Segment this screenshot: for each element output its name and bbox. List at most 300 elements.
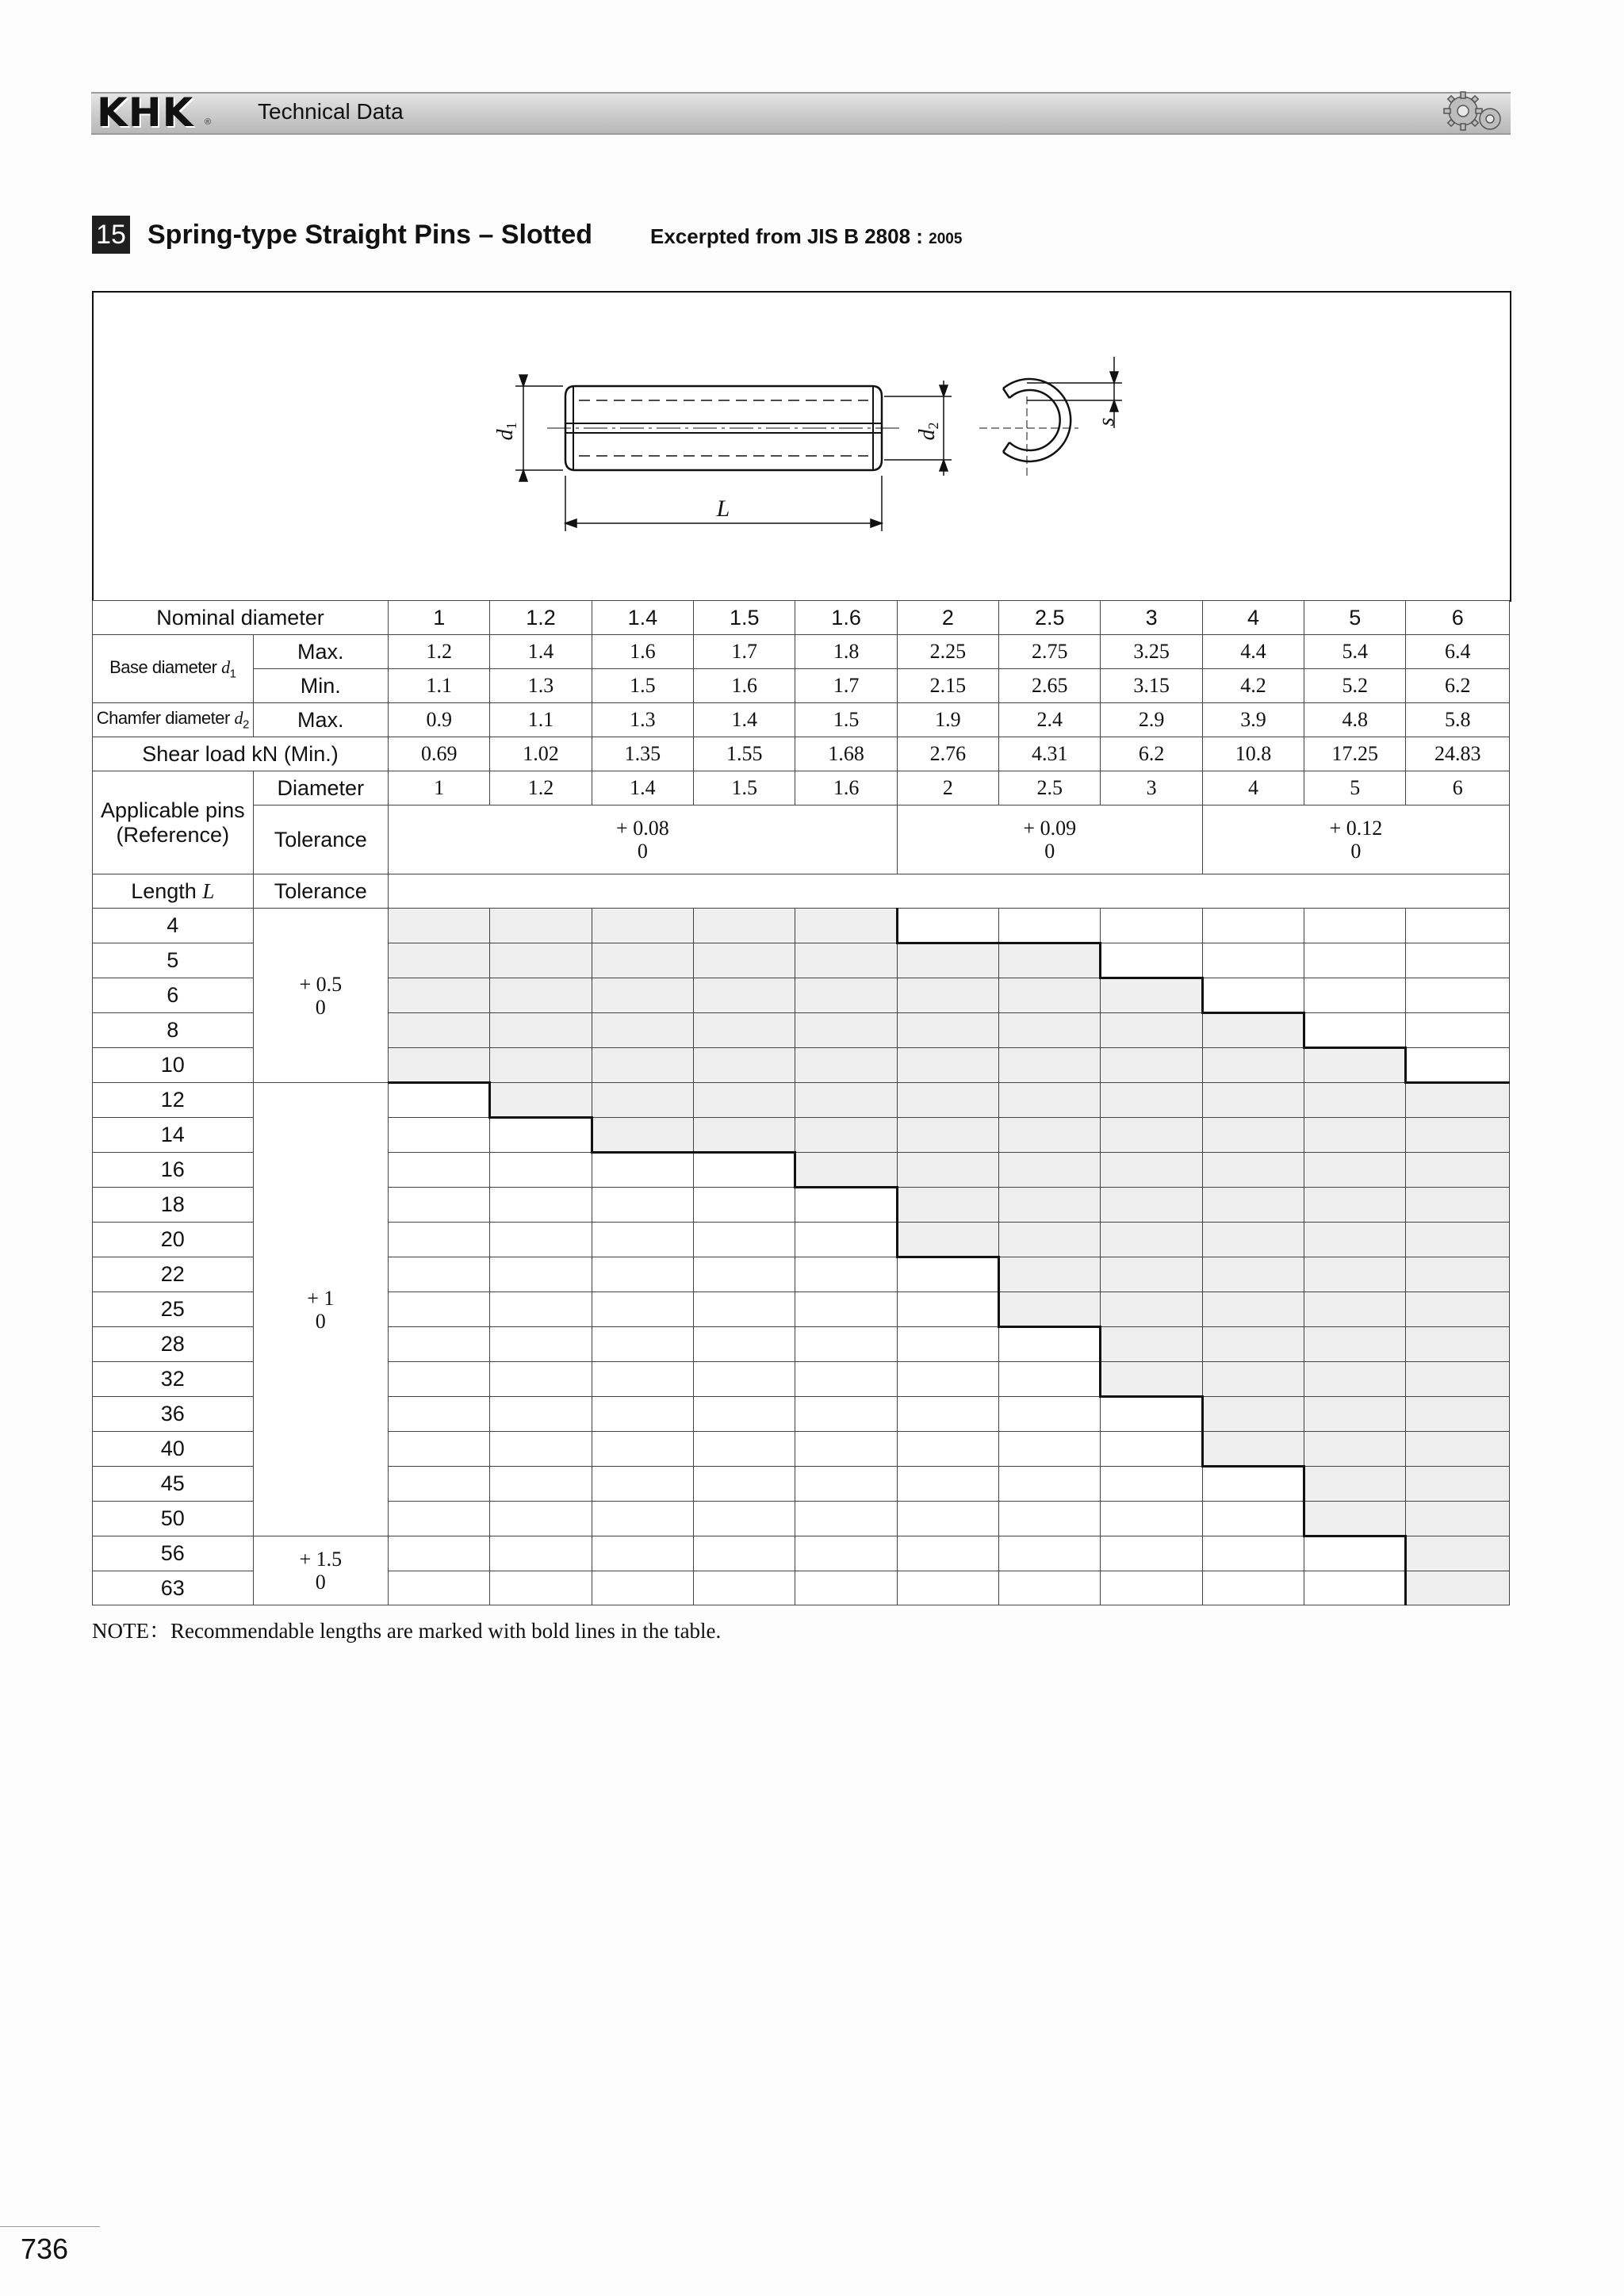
recommended-cell [694,1118,795,1153]
grid-cell [1101,943,1202,978]
grid-cell [490,1432,592,1467]
grid-cell [1101,1432,1202,1467]
shear-load-value: 2.76 [897,737,998,771]
recommended-cell [1406,1257,1510,1292]
d1-sub: 1 [229,667,236,681]
grid-cell [592,1327,693,1362]
grid-cell [795,1223,897,1257]
section-title: Spring-type Straight Pins – Slotted [147,220,593,250]
d2-var: d [234,708,243,729]
recommended-cell [1304,1257,1406,1292]
recommended-cell [1406,1223,1510,1257]
grid-cell [1406,1048,1510,1083]
length-value: 16 [93,1153,254,1188]
grid-cell [1101,1467,1202,1502]
applicable-tolerance-value [897,806,1202,874]
length-value: 36 [93,1397,254,1432]
grid-cell [795,1571,897,1605]
diameter-label: Diameter [253,771,388,806]
recommended-cell [1101,1362,1202,1397]
grid-cell [999,1327,1101,1362]
tolerance-lower: 0 [315,1571,326,1594]
recommended-cell [1202,1223,1304,1257]
section-number: 15 [92,216,130,254]
recommended-cell [897,1013,998,1048]
base-min-value: 2.15 [897,669,998,703]
recommended-cell [1406,1467,1510,1502]
recommended-cell [490,1048,592,1083]
grid-cell [389,1502,490,1536]
grid-cell [490,1188,592,1223]
tolerance-upper: + 1.5 [299,1548,343,1571]
recommended-cell [795,1048,897,1083]
recommended-cell [999,943,1101,978]
shear-load-row [93,737,1510,771]
registered-mark: ® [205,117,212,127]
grid-cell [694,1571,795,1605]
recommended-cell [592,978,693,1013]
recommended-cell [1406,1188,1510,1223]
grid-cell [795,1188,897,1223]
length-tolerance-label: Tolerance [253,874,388,909]
grid-cell [1202,943,1304,978]
chamfer-max-value: 3.9 [1202,703,1304,737]
length-text: Length [131,878,203,903]
shear-load-value: 4.31 [999,737,1101,771]
grid-cell [795,1397,897,1432]
nominal-diameter-value: 1.4 [592,601,693,635]
recommended-cell [999,1048,1101,1083]
grid-cell [1304,1536,1406,1571]
nominal-diameter-value: 2 [897,601,998,635]
chamfer-max-value: 1.3 [592,703,693,737]
recommended-cell [389,1013,490,1048]
grid-cell [389,1327,490,1362]
recommended-cell [999,1118,1101,1153]
base-max-value: 1.4 [490,635,592,669]
grid-cell [1101,1536,1202,1571]
length-value: 32 [93,1362,254,1397]
recommended-cell [795,943,897,978]
grid-cell [1304,978,1406,1013]
grid-cell [1101,909,1202,943]
grid-cell [694,1467,795,1502]
recommended-cell [795,1013,897,1048]
grid-cell [1101,1397,1202,1432]
grid-cell [389,1223,490,1257]
recommended-cell [795,1083,897,1118]
header-title: Technical Data [258,99,404,124]
base-min-value: 6.2 [1406,669,1510,703]
recommended-cell [1304,1397,1406,1432]
grid-cell [897,1327,998,1362]
applicable-pins-reference: (Reference) [116,822,230,847]
recommended-cell [1406,1502,1510,1536]
grid-cell [795,1432,897,1467]
recommended-cell [897,978,998,1013]
grid-cell [1406,978,1510,1013]
grid-cell [1202,1536,1304,1571]
nominal-diameter-value: 4 [1202,601,1304,635]
base-diameter-label [93,635,254,703]
recommended-cell [897,943,998,978]
shear-load-value: 1.35 [592,737,693,771]
length-header-row [93,874,1510,909]
recommended-cell [694,1048,795,1083]
grid-cell [897,1432,998,1467]
recommended-cell [592,1013,693,1048]
recommended-cell [1406,1118,1510,1153]
recommended-cell [1202,1013,1304,1048]
recommended-cell [1101,1153,1202,1188]
applicable-pins-text: Applicable pins [100,798,245,822]
applicable-diameter-value: 1.6 [795,771,897,806]
recommended-cell [592,1083,693,1118]
applicable-diameter-value: 4 [1202,771,1304,806]
grid-cell [1304,1571,1406,1605]
applicable-tolerance-value [389,806,898,874]
base-diameter-max-row [93,635,1510,669]
recommended-cell [694,1083,795,1118]
grid-cell [389,1257,490,1292]
recommended-cell [897,1118,998,1153]
grid-cell [795,1502,897,1536]
recommended-cell [1406,1397,1510,1432]
grid-cell [490,1502,592,1536]
grid-cell [999,909,1101,943]
grid-cell [592,1292,693,1327]
recommended-cell [999,1153,1101,1188]
nominal-diameter-value: 1.2 [490,601,592,635]
grid-cell [694,1292,795,1327]
recommended-cell [1304,1292,1406,1327]
length-value: 10 [93,1048,254,1083]
max-label: Max. [253,703,388,737]
chamfer-max-value: 4.8 [1304,703,1406,737]
nominal-diameter-row [93,601,1510,635]
base-max-value: 1.7 [694,635,795,669]
recommended-cell [897,1188,998,1223]
chamfer-max-value: 1.5 [795,703,897,737]
applicable-diameter-value: 1 [389,771,490,806]
grid-cell [897,1292,998,1327]
tolerance-upper: + 0.12 [1329,817,1383,840]
recommended-cell [694,1013,795,1048]
recommended-cell [897,1048,998,1083]
L-var: L [202,878,215,903]
base-min-value: 3.15 [1101,669,1202,703]
tolerance-lower: 0 [1350,840,1362,863]
nominal-diameter-value: 6 [1406,601,1510,635]
grid-cell [795,1467,897,1502]
grid-cell [999,1467,1101,1502]
grid-cell [897,1397,998,1432]
grid-cell [999,1536,1101,1571]
recommended-cell [1202,1432,1304,1467]
grid-cell [592,1153,693,1188]
length-value: 25 [93,1292,254,1327]
label-L: L [716,496,730,522]
grid-cell [592,1502,693,1536]
grid-cell [694,1327,795,1362]
base-diameter-text: Base diameter [109,656,222,677]
applicable-diameter-value: 1.2 [490,771,592,806]
shear-load-value: 24.83 [1406,737,1510,771]
length-value: 20 [93,1223,254,1257]
chamfer-diameter-label [93,703,254,737]
applicable-diameter-value: 1.5 [694,771,795,806]
recommended-cell [490,1013,592,1048]
recommended-cell [1202,1292,1304,1327]
recommended-cell [490,909,592,943]
grid-cell [999,1432,1101,1467]
grid-cell [897,1571,998,1605]
recommended-cell [1202,1257,1304,1292]
recommended-cell [592,943,693,978]
base-max-value: 1.8 [795,635,897,669]
grid-cell [1101,1502,1202,1536]
grid-cell [1202,1571,1304,1605]
grid-cell [389,1571,490,1605]
recommended-cell [999,1013,1101,1048]
grid-cell [490,1536,592,1571]
base-max-value: 2.75 [999,635,1101,669]
recommended-cell [1101,1327,1202,1362]
grid-cell [1304,1013,1406,1048]
applicable-diameter-row [93,771,1510,806]
length-value: 45 [93,1467,254,1502]
grid-cell [490,1397,592,1432]
recommended-cell [1304,1467,1406,1502]
grid-cell [795,1536,897,1571]
length-value: 50 [93,1502,254,1536]
base-min-value: 1.7 [795,669,897,703]
d1-var: d [221,656,230,677]
grid-cell [490,1292,592,1327]
pin-drawing [444,349,1158,547]
label-s: s [1094,417,1119,427]
length-value: 22 [93,1257,254,1292]
grid-cell [1304,943,1406,978]
recommended-cell [1304,1048,1406,1083]
chamfer-max-value: 0.9 [389,703,490,737]
recommended-cell [694,909,795,943]
tolerance-lower: 0 [1044,840,1055,863]
grid-cell [897,1502,998,1536]
recommended-cell [1304,1502,1406,1536]
grid-cell [490,1118,592,1153]
shear-load-value: 1.68 [795,737,897,771]
length-row [93,1083,1510,1118]
tolerance-label: Tolerance [253,806,388,874]
grid-cell [490,1153,592,1188]
grid-cell [592,1536,693,1571]
length-value: 6 [93,978,254,1013]
applicable-diameter-value: 6 [1406,771,1510,806]
recommended-cell [1304,1083,1406,1118]
grid-cell [592,1571,693,1605]
length-label [93,874,254,909]
grid-cell [897,1467,998,1502]
recommended-cell [1101,1083,1202,1118]
grid-cell [999,1362,1101,1397]
grid-cell [1202,978,1304,1013]
recommended-cell [1202,1188,1304,1223]
base-min-value: 1.5 [592,669,693,703]
khk-logo: KHK [97,90,194,136]
grid-cell [795,1257,897,1292]
recommended-cell [592,1048,693,1083]
length-row [93,909,1510,943]
grid-cell [389,1083,490,1118]
tolerance-lower: 0 [315,995,326,1019]
recommended-cell [1304,1432,1406,1467]
max-label: Max. [253,635,388,669]
chamfer-diameter-text: Chamfer diameter [96,708,235,729]
applicable-tolerance-row [93,806,1510,874]
grid-cell [999,1502,1101,1536]
grid-cell [897,909,998,943]
tolerance-lower: 0 [637,840,648,863]
grid-cell [490,1223,592,1257]
source-label: Excerpted from JIS B 2808 : [650,224,923,248]
length-tolerance-value [253,1083,388,1536]
recommended-cell [490,1083,592,1118]
recommended-cell [1304,1327,1406,1362]
recommended-cell [999,1257,1101,1292]
grid-cell [389,1362,490,1397]
applicable-diameter-value: 3 [1101,771,1202,806]
grid-cell [795,1292,897,1327]
chamfer-max-value: 5.8 [1406,703,1510,737]
grid-cell [389,1118,490,1153]
recommended-cell [1304,1362,1406,1397]
applicable-diameter-value: 5 [1304,771,1406,806]
tolerance-lower: 0 [315,1309,326,1333]
grid-cell [389,1536,490,1571]
d2-sub: 2 [242,718,249,732]
section-source [650,222,962,254]
recommended-cell [490,943,592,978]
base-min-value: 1.3 [490,669,592,703]
shear-load-value: 6.2 [1101,737,1202,771]
base-max-value: 1.2 [389,635,490,669]
grid-cell [389,1467,490,1502]
recommended-cell [795,978,897,1013]
recommended-cell [897,1083,998,1118]
nominal-diameter-value: 5 [1304,601,1406,635]
grid-cell [389,1432,490,1467]
recommended-cell [795,909,897,943]
recommended-cell [795,1118,897,1153]
tolerance-upper: + 0.08 [616,817,669,840]
grid-cell [592,1223,693,1257]
length-tolerance-value [253,1536,388,1605]
page-number: 736 [21,2233,69,2265]
recommended-cell [1406,1362,1510,1397]
grid-cell [694,1397,795,1432]
grid-cell [1101,1571,1202,1605]
recommended-cell [1406,1083,1510,1118]
grid-cell [694,1536,795,1571]
grid-cell [592,1257,693,1292]
chamfer-max-value: 1.4 [694,703,795,737]
recommended-cell [1101,1257,1202,1292]
recommended-cell [1101,1118,1202,1153]
length-header-blank [389,874,1510,909]
recommended-cell [1101,1048,1202,1083]
recommended-cell [1202,1362,1304,1397]
base-max-value: 2.25 [897,635,998,669]
base-diameter-min-row [93,669,1510,703]
grid-cell [694,1153,795,1188]
chamfer-max-value: 2.4 [999,703,1101,737]
tolerance-upper: + 1 [307,1286,335,1310]
grid-cell [897,1257,998,1292]
applicable-diameter-value: 2 [897,771,998,806]
recommended-cell [592,1118,693,1153]
grid-cell [795,1362,897,1397]
grid-cell [592,1432,693,1467]
applicable-tolerance-value [1202,806,1509,874]
recommended-cell [897,1153,998,1188]
length-row [93,1536,1510,1571]
recommended-cell [1406,1153,1510,1188]
recommended-cell [389,1048,490,1083]
grid-cell [592,1397,693,1432]
recommended-cell [389,943,490,978]
recommended-cell [1304,1118,1406,1153]
nominal-diameter-value: 1 [389,601,490,635]
nominal-diameter-value: 1.5 [694,601,795,635]
shear-load-value: 0.69 [389,737,490,771]
grid-cell [897,1362,998,1397]
grid-cell [1304,909,1406,943]
grid-cell [490,1327,592,1362]
grid-cell [897,1536,998,1571]
length-value: 28 [93,1327,254,1362]
applicable-pins-label [93,771,254,874]
grid-cell [694,1362,795,1397]
recommended-cell [694,978,795,1013]
recommended-cell [1101,1292,1202,1327]
grid-cell [592,1188,693,1223]
recommended-cell [389,909,490,943]
recommended-cell [1202,1048,1304,1083]
chamfer-max-value: 1.1 [490,703,592,737]
recommended-cell [999,1188,1101,1223]
recommended-cell [1406,1327,1510,1362]
recommended-cell [1101,1188,1202,1223]
length-value: 4 [93,909,254,943]
recommended-cell [1101,1223,1202,1257]
length-value: 18 [93,1188,254,1223]
shear-load-min: (Min.) [283,741,339,766]
recommended-cell [1406,1571,1510,1605]
applicable-diameter-value: 1.4 [592,771,693,806]
grid-cell [694,1257,795,1292]
recommended-cell [1202,1118,1304,1153]
base-max-value: 5.4 [1304,635,1406,669]
base-min-value: 1.6 [694,669,795,703]
recommended-cell [490,978,592,1013]
length-value: 14 [93,1118,254,1153]
grid-cell [1406,1013,1510,1048]
grid-cell [490,1467,592,1502]
nominal-diameter-value: 1.6 [795,601,897,635]
length-value: 63 [93,1571,254,1605]
min-label: Min. [253,669,388,703]
